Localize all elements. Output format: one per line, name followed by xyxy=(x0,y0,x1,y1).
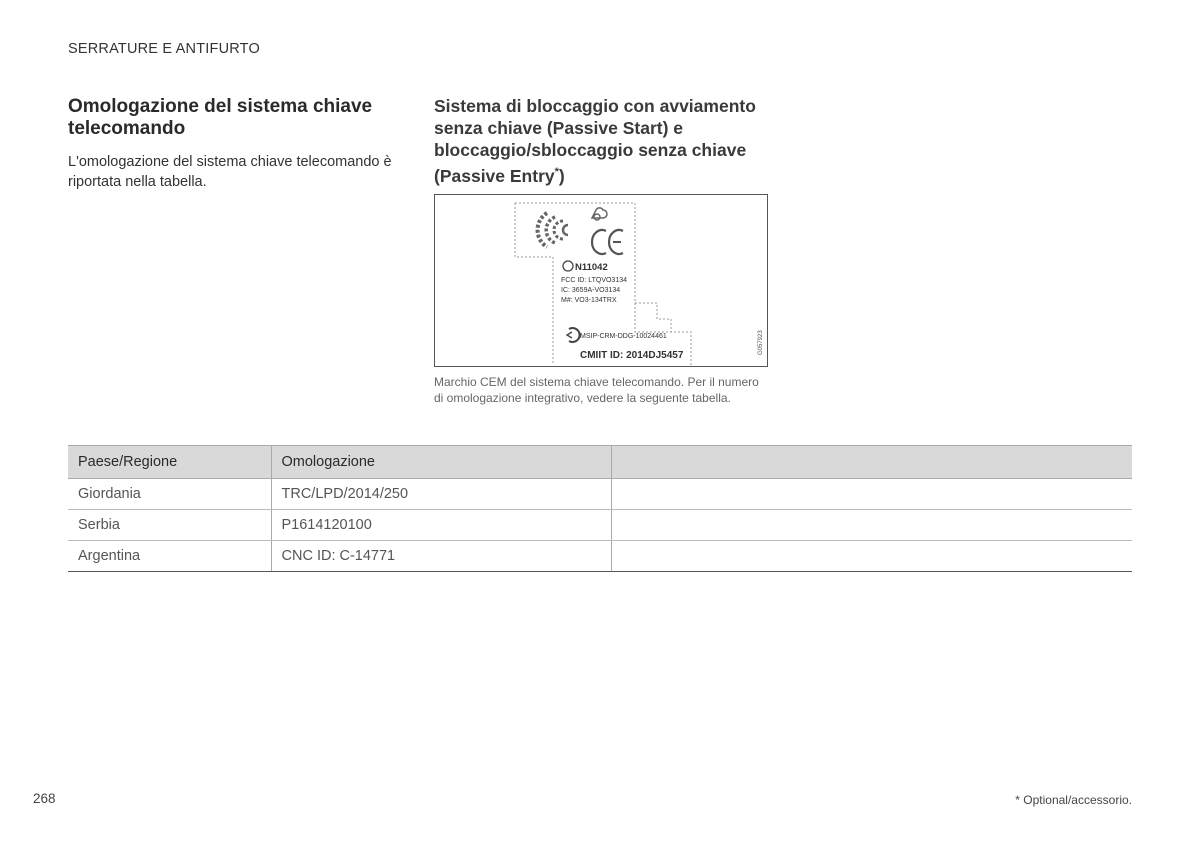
section-body: L'omologazione del sistema chiave telecomando è riportata nella tabella. xyxy=(68,154,392,190)
passive-start-title xyxy=(434,95,769,187)
table-cell-country: Giordania xyxy=(68,479,271,510)
certification-label-figure xyxy=(434,194,768,367)
column-header-country: Paese/Regione xyxy=(68,446,271,479)
section-title: Omologazione del sistema chiave telecomando xyxy=(68,96,373,139)
kc-mark-icon xyxy=(567,328,580,342)
table-row xyxy=(68,510,1132,541)
check-circle-icon xyxy=(563,261,573,271)
rcm-mark-icon xyxy=(538,213,568,247)
class-mark-icon xyxy=(592,208,607,220)
column-header-empty xyxy=(611,446,1132,479)
section-header: SERRATURE E ANTIFURTO xyxy=(68,41,260,57)
table-cell-empty xyxy=(611,541,1132,572)
table-cell-country: Argentina xyxy=(68,541,271,572)
table-row xyxy=(68,541,1132,572)
table-cell-empty xyxy=(611,479,1132,510)
model-number: M#: VO3-134TRX xyxy=(561,296,617,304)
cmiit-id: CMIIT ID: 2014DJ5457 xyxy=(580,349,684,361)
ic-id: IC: 3659A-VO3134 xyxy=(561,286,621,294)
ce-mark-icon xyxy=(592,230,623,254)
homologation-table xyxy=(68,445,1132,572)
footnote: * Optional/accessorio. xyxy=(1015,793,1132,807)
figure-caption: Marchio CEM del sistema chiave telecomando. Per il numero di omologazione integrativo, vedere la seguente tabella. xyxy=(434,374,759,406)
passive-start-title-text: Sistema di bloccaggio con avviamento senza chiave (Passive Start) e bloccaggio/sbloccaggio senza chiave (Passive Entry xyxy=(434,96,756,186)
msip-code: MSIP-CRM-DDG-10024461 xyxy=(580,332,667,340)
table-cell-homologation: P1614120100 xyxy=(271,510,611,541)
page-number: 268 xyxy=(33,791,56,806)
right-column xyxy=(434,95,769,407)
table-row xyxy=(68,479,1132,510)
certification-label-drawing xyxy=(435,195,767,366)
fcc-id: FCC ID: LTQVO3134 xyxy=(561,276,628,284)
table-cell-country: Serbia xyxy=(68,510,271,541)
left-column xyxy=(68,96,408,192)
figure-reference-code: G057923 xyxy=(758,330,764,355)
optional-mark: * xyxy=(554,166,559,178)
table-cell-homologation: CNC ID: C-14771 xyxy=(271,541,611,572)
table-header-row xyxy=(68,446,1132,479)
table-cell-homologation: TRC/LPD/2014/250 xyxy=(271,479,611,510)
column-header-homologation: Omologazione xyxy=(271,446,611,479)
table-cell-empty xyxy=(611,510,1132,541)
passive-start-title-end: ) xyxy=(558,165,565,186)
ni-number: N11042 xyxy=(575,261,608,273)
